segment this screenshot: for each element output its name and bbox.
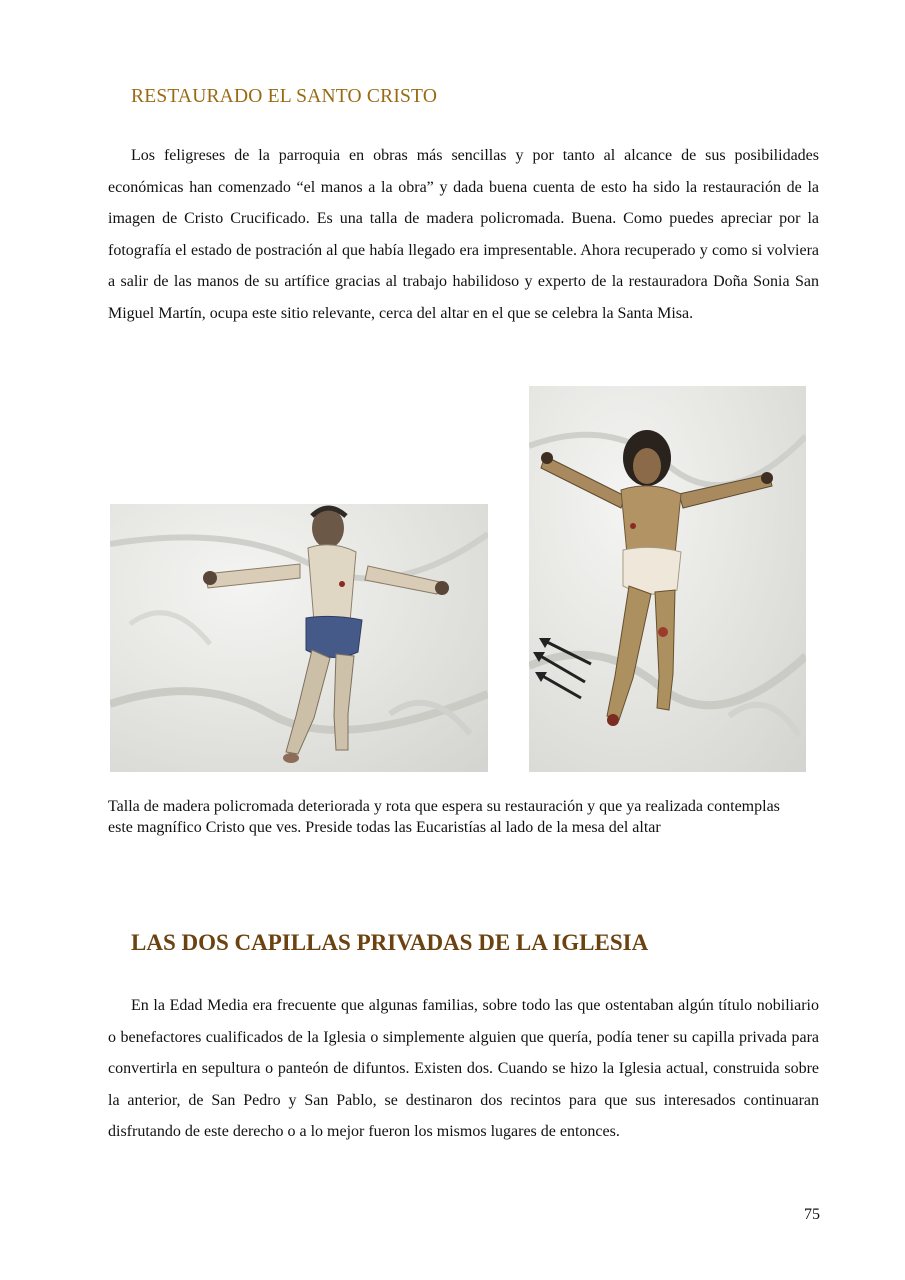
section-title-restaurado: RESTAURADO EL SANTO CRISTO	[131, 86, 438, 107]
section-paragraph-restaurado: Los feligreses de la parroquia en obras más sencillas y por tanto al alcance de sus posibilidades económicas han comenzado “el manos a la obra” y dada buena cuenta de esto ha sido la restauración de la imagen de Cristo Crucificado. Es una talla de madera policromada. Buena. Como puedes apreciar por la fotografía el estado de postración al que había llegado era impresentable. Ahora recuperado y como si volviera a salir de las manos de su artífice gracias al trabajo habilidoso y experto de la restauradora Doña Sonia San Miguel Martín, ocupa este sitio relevante, cerca del altar en el que se celebra la Santa Misa.	[108, 147, 819, 322]
photo-caption: Talla de madera policromada deteriorada y rota que espera su restauración y que ya realizada contemplas este magnífico Cristo que ves. Preside todas las Eucaristías al lado de la mesa del altar	[108, 798, 780, 836]
photo-restored-crucifix	[529, 386, 806, 772]
page-number: 75	[804, 1206, 820, 1223]
photo-deteriorated-crucifix	[110, 504, 488, 772]
section-title-capillas: LAS DOS CAPILLAS PRIVADAS DE LA IGLESIA	[131, 930, 649, 955]
section-paragraph-capillas: En la Edad Media era frecuente que algunas familias, sobre todo las que ostentaban algún título nobiliario o benefactores cualificados de la Iglesia o simplemente alguien que quería, podía tener su capilla privada para convertirla en sepultura o panteón de difuntos. Existen dos. Cuando se hizo la Iglesia actual, construida sobre la anterior, de San Pedro y San Pablo, se destinaron dos recintos para que sus interesados continuaran disfrutando de este derecho o a lo mejor fueron los mismos lugares de entonces.	[108, 997, 819, 1140]
